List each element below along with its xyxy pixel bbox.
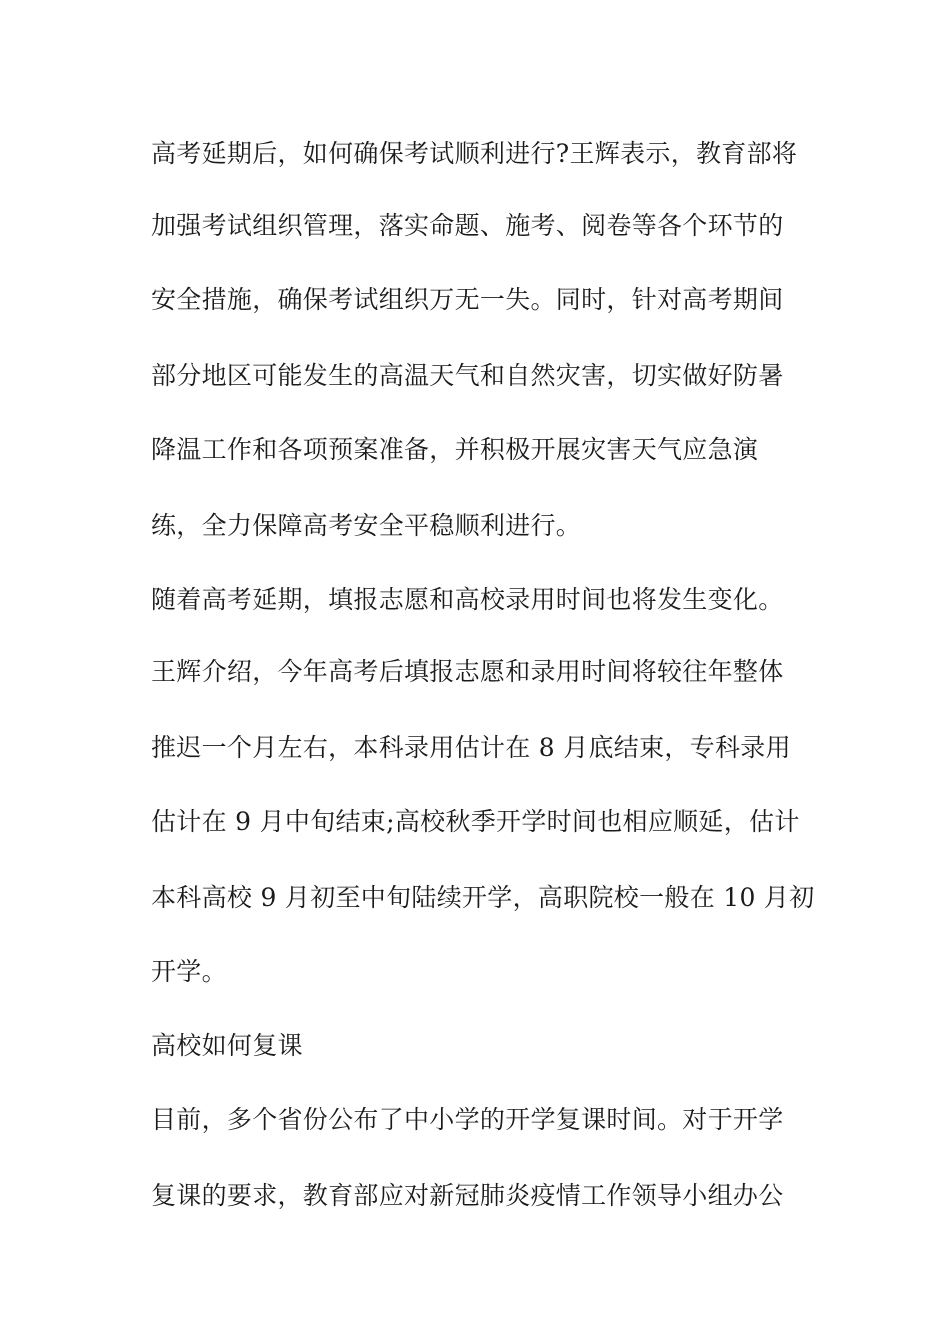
section-heading: 高校如何复课 bbox=[151, 1031, 303, 1060]
text-line: 推迟一个月左右，本科录用估计在 8 月底结束，专科录用 bbox=[151, 733, 791, 762]
text-line: 目前，多个省份公布了中小学的开学复课时间。对于开学 bbox=[151, 1105, 784, 1134]
text-line: 部分地区可能发生的高温天气和自然灾害，切实做好防暑 bbox=[151, 361, 784, 390]
text-line: 高考延期后，如何确保考试顺利进行?王辉表示，教育部将 bbox=[151, 139, 798, 168]
text-line: 复课的要求，教育部应对新冠肺炎疫情工作领导小组办公 bbox=[151, 1181, 784, 1210]
text-line: 估计在 9 月中旬结束;高校秋季开学时间也相应顺延，估计 bbox=[151, 807, 800, 836]
text-line: 加强考试组织管理，落实命题、施考、阅卷等各个环节的 bbox=[151, 211, 784, 240]
text-line: 随着高考延期，填报志愿和高校录用时间也将发生变化。 bbox=[151, 585, 784, 614]
text-line: 降温工作和各项预案准备，并积极开展灾害天气应急演 bbox=[151, 435, 759, 464]
text-line: 王辉介绍，今年高考后填报志愿和录用时间将较往年整体 bbox=[151, 657, 784, 686]
text-line: 开学。 bbox=[151, 957, 227, 986]
text-line: 练，全力保障高考安全平稳顺利进行。 bbox=[151, 511, 582, 540]
text-line: 本科高校 9 月初至中旬陆续开学，高职院校一般在 10 月初 bbox=[151, 883, 815, 912]
text-line: 安全措施，确保考试组织万无一失。同时，针对高考期间 bbox=[151, 285, 784, 314]
